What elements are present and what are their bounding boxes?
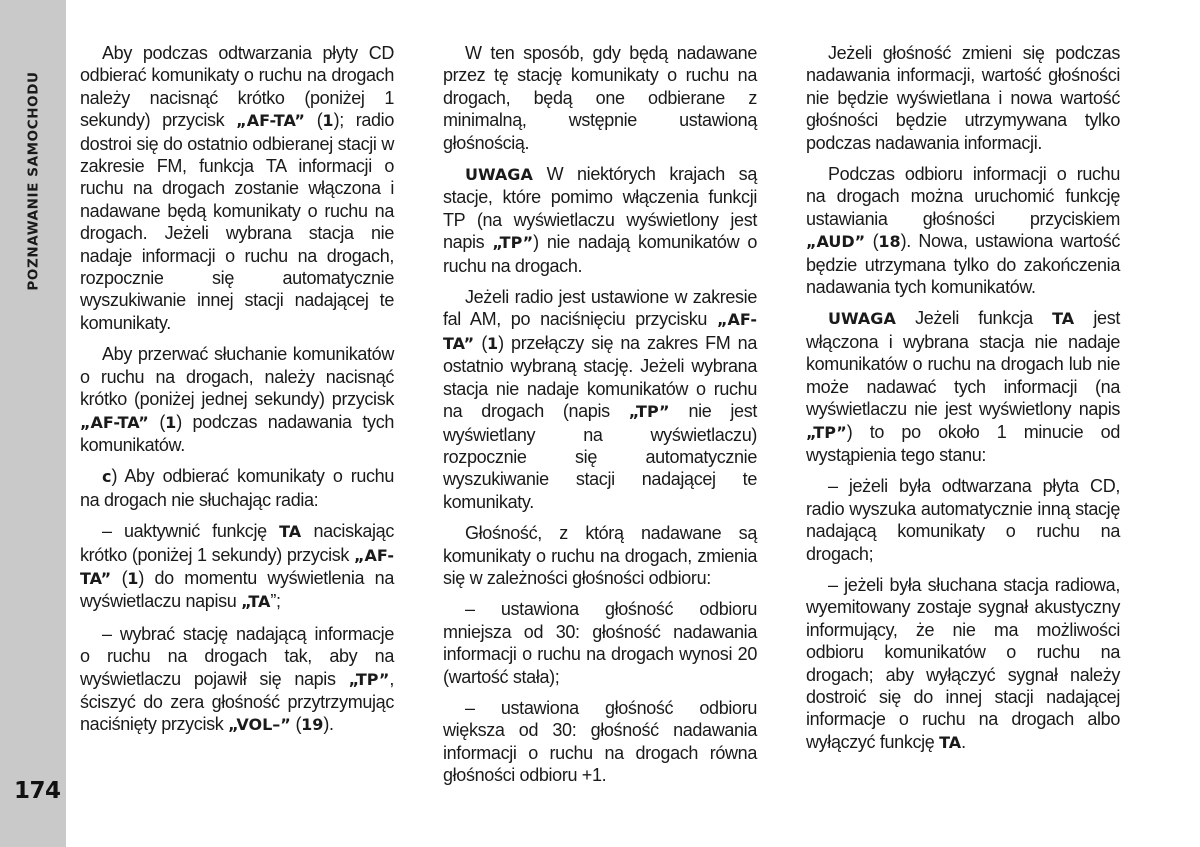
text-run: ( [304,110,323,131]
text-run: ( [290,714,302,735]
text-run: ) podczas nadawania tych komunikatów. [80,411,394,455]
bold-term: „TP” [348,669,390,689]
text-run: Jeżeli radio jest ustawione w zakresie fal AM, po naciśnięciu przycisku [443,287,757,330]
text-run: – uaktywnić funkcję [102,521,280,542]
text-run: . [961,731,966,752]
bold-term: 1 [127,568,139,588]
text-run: – ustawiona głośność odbioru większa od 30: głośność nadawania informacji o ruchu na drogach równa głośności odbioru +1. [443,697,757,786]
text-run: ). [323,714,334,735]
bold-term: „AF-TA” [80,545,394,588]
text-run: ( [474,332,488,353]
paragraph [806,475,1120,565]
text-run: W ten sposób, gdy będą nadawane przez tę stację komunikaty o ruchu na drogach, będą one odbierane z minimalną, wstępnie ustawioną głośnością. [443,43,757,153]
paragraph [80,465,394,511]
text-run: naciskając krótko (poniżej 1 sekundy) przycisk [80,521,394,565]
text-run: nie jest wyświetlany na wyświetlaczu) rozpocznie się automatycznie wyszukiwanie stacji nadającej te komunikaty. [443,401,757,512]
text-run: ) przełączy się na zakres FM na ostatnio wybraną stację. Jeżeli wybrana stacja nie nadaje komunikatów o ruchu na drogach (napis [443,332,758,422]
bold-term: 19 [301,715,324,735]
text-run: Aby przerwać słuchanie komunikatów o ruchu na drogach, należy nacisnąć krótko (poniżej jednej sekundy) przycisk [80,344,394,410]
text-run: W niektórych krajach są stacje, które pomimo włączenia funkcji TP (na wyświetlaczu wyświetlony jest napis [443,164,757,253]
bold-term: 18 [878,232,901,252]
bold-term: 1 [322,111,334,131]
paragraph [80,42,394,334]
bold-term: „TP” [628,402,670,422]
text-column-2 [443,42,757,796]
text-run: ); radio dostroi się do ostatnio odbieranej stacji w zakresie FM, funkcja TA informacji o ruchu na drogach zostanie włączona i nadawane będą komunikaty o ruchu na drogach. Jeżeli wybrana stacja nie nadaje informacji o ruchu na drogach, rozpocznie się automatycznie wyszukiwanie innej stacji nadającej te komunikaty. [80,110,394,333]
page-number: 174 [14,778,61,804]
page-margin-band [0,0,66,847]
text-run: ) Aby odbierać komunikaty o ruchu na drogach nie słuchając radia: [80,466,394,510]
text-run: ) nie nadają komunikatów o ruchu na drogach. [443,232,758,276]
bold-term: „AF-TA” [443,310,757,353]
text-run: Aby podczas odtwarzania płyty CD odbierać komunikaty o ruchu na drogach należy nacisnąć krótko (poniżej 1 sekundy) przycisk [80,43,394,131]
text-run: Jeżeli funkcja [895,308,1053,329]
paragraph [443,286,757,513]
bold-term: „VOL–” [228,715,291,735]
bold-term: „AF-TA” [236,111,305,131]
text-run: ( [148,411,166,432]
text-run: ( [865,231,879,252]
text-run: – jeżeli była słuchana stacja radiowa, wyemitowany zostaje sygnał akustyczny informujący, że nie ma możliwości odbioru komunikatów o ruchu na drogach; aby wyłączyć sygnał należy dostroić się do innej stacji nadającej informacje o ruchu na drogach albo wyłączyć funkcję [806,574,1120,752]
bold-term: „TA [241,592,271,612]
bold-term: 1 [165,412,177,432]
text-run: – ustawiona głośność odbioru mniejsza od 30: głośność nadawania informacji o ruchu na drogach wynosi 20 (wartość stała); [443,599,757,687]
bold-term: UWAGA [828,309,896,329]
bold-term: TA [279,522,302,542]
text-run: ( [111,567,128,588]
text-run: Głośność, z którą nadawane są komunikaty o ruchu na drogach, zmienia się w zależności głośności odbioru: [443,523,757,588]
text-run: ”; [270,591,281,612]
bold-term: „AF-TA” [80,412,149,432]
text-run: , ściszyć do zera głośność przytrzymując naciśnięty przycisk [80,668,394,735]
paragraph [80,520,394,614]
paragraph [443,163,757,277]
bold-term: „TP” [492,233,534,253]
text-run: ) to po około 1 minucie od wystąpienia tego stanu: [806,421,1120,465]
paragraph [806,42,1120,154]
bold-term: UWAGA [465,165,533,185]
text-column-3 [806,42,1120,763]
paragraph [80,623,394,737]
text-run: Jeżeli głośność zmieni się podczas nadawania informacji, wartość głośności nie będzie wyświetlana i nowa wartość głośności będzie utrzymywana tylko podczas nadawania informacji. [806,43,1120,153]
text-run: jest włączona i wybrana stacja nie nadaje komunikatów o ruchu na drogach lub nie może nadawać tych informacji (na wyświetlaczu nie jest wyświetlony napis [806,308,1120,420]
paragraph [443,522,757,589]
paragraph [806,574,1120,754]
bold-term: c [102,467,112,487]
paragraph [443,598,757,688]
paragraph [443,42,757,154]
text-run: – jeżeli była odtwarzana płyta CD, radio wyszuka automatycznie inną stację nadającą komunikaty o ruchu na drogach; [806,476,1120,564]
bold-term: TA [939,732,962,752]
section-title [19,46,49,316]
bold-term: „AUD” [806,232,866,252]
text-run: ) do momentu wyświetlenia na wyświetlaczu napisu [80,567,394,612]
section-title-text: POZNAWANIE SAMOCHODU [26,71,42,291]
text-run: – wybrać stację nadającą informacje o ruchu na drogach tak, aby na wyświetlaczu pojawił się napis [80,623,394,689]
bold-term: TA [1052,309,1075,329]
bold-term: „TP” [806,422,847,442]
paragraph [806,307,1120,466]
paragraph [806,163,1120,298]
text-run: Podczas odbioru informacji o ruchu na drogach można uruchomić funkcję ustawiania głośności przyciskiem [806,164,1120,229]
text-run: ). Nowa, ustawiona wartość będzie utrzymana tylko do zakończenia nadawania tych komunikatów. [806,231,1120,298]
paragraph [443,697,757,787]
text-column-1 [80,42,394,746]
paragraph [80,343,394,456]
bold-term: 1 [487,333,499,353]
